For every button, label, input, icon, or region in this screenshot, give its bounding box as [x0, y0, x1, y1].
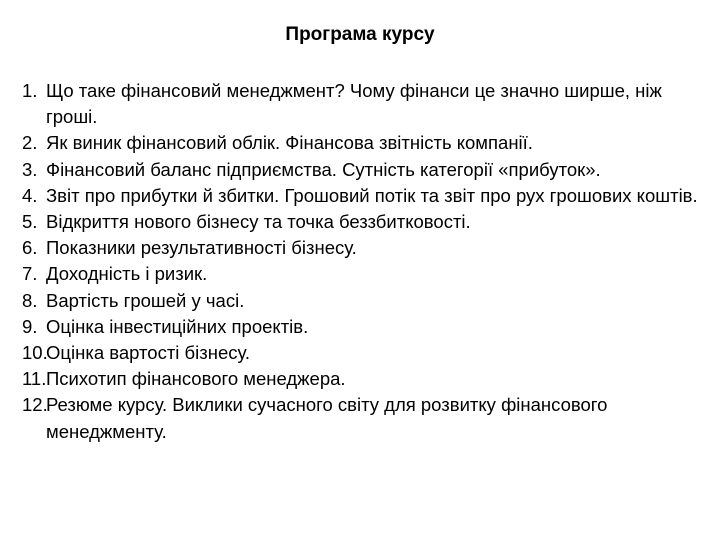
list-item-text: Оцінка вартості бізнесу. — [46, 342, 251, 364]
list-item — [22, 78, 702, 130]
list-item — [22, 235, 702, 261]
course-program-list — [22, 78, 702, 445]
list-item-number: 1. — [22, 80, 38, 101]
list-item — [22, 209, 702, 235]
list-item-number: 4. — [22, 184, 38, 206]
list-item-text: Що таке фінансовий менеджмент? Чому фінанси це значно ширше, ніж гроші. — [46, 80, 662, 128]
list-item — [22, 261, 702, 287]
list-item-number: 12. — [22, 394, 48, 416]
list-item — [22, 366, 702, 392]
page-title — [0, 23, 720, 47]
list-item — [22, 340, 702, 366]
list-item-number: 2. — [22, 132, 38, 154]
list-item-text: Доходність і ризик. — [46, 263, 208, 285]
list-item-text: Психотип фінансового менеджера. — [46, 368, 346, 390]
list-item — [22, 183, 702, 209]
list-item-text: Показники результативності бізнесу. — [46, 237, 357, 259]
list-item — [22, 157, 702, 183]
list-item — [22, 288, 702, 314]
list-item-number: 3. — [22, 158, 38, 180]
list-item-text: Відкриття нового бізнесу та точка беззбитковості. — [46, 211, 471, 233]
list-item-text: Звіт про прибутки й збитки. Грошовий потік та звіт про рух грошових коштів. — [46, 184, 698, 206]
list-item-text: Вартість грошей у часі. — [46, 289, 245, 311]
list-item-text: Як виник фінансовий облік. Фінансова звітність компанії. — [46, 132, 533, 154]
list-item-number: 10. — [22, 342, 48, 364]
list-item-number: 6. — [22, 237, 38, 259]
list-item-text: Оцінка інвестиційних проектів. — [46, 315, 309, 337]
list-item-number: 9. — [22, 315, 38, 337]
page-title-text: Програма курсу — [285, 24, 435, 45]
list-item-text: Фінансовий баланс підприємства. Сутність категорії «прибуток». — [46, 158, 601, 180]
list-item-number: 8. — [22, 289, 38, 311]
list-item — [22, 314, 702, 340]
list-item-number: 7. — [22, 263, 38, 285]
list-item — [22, 130, 702, 156]
list-item-number: 5. — [22, 211, 38, 233]
list-item-number: 11. — [22, 368, 47, 390]
list-item-text: Резюме курсу. Виклики сучасного світу для розвитку фінансового менеджменту. — [46, 394, 608, 442]
list-item — [22, 392, 702, 444]
